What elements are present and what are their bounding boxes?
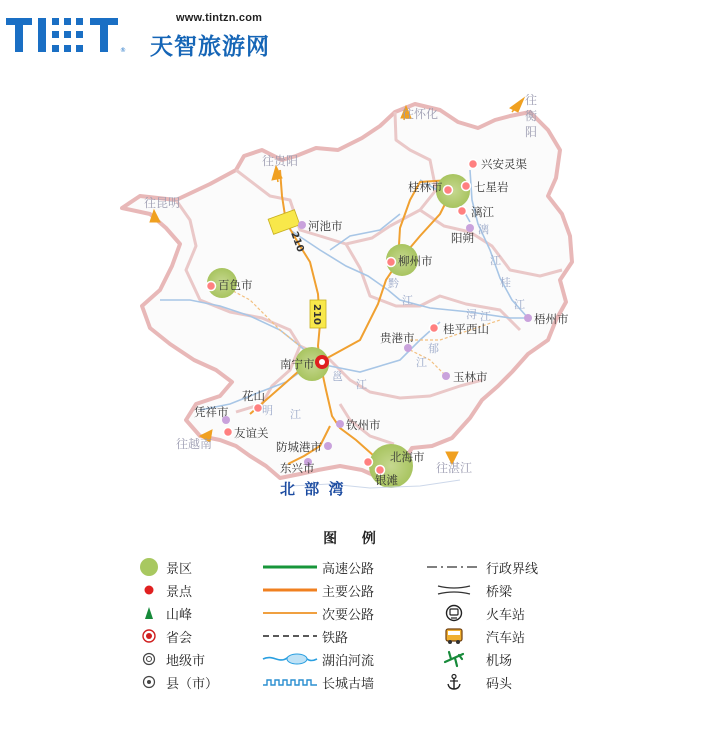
tint-logo-mark-icon [6, 16, 134, 54]
route-label: 往贵阳 [262, 154, 299, 168]
site-url[interactable]: www.tintzn.com [176, 12, 263, 24]
legend-item [260, 672, 374, 692]
secondary-road-line-icon [261, 608, 319, 618]
road-number: 210 [311, 304, 322, 325]
scenic-label: 漓江 [471, 205, 494, 219]
legend-item [134, 603, 192, 623]
scenic-label: 兴安灵渠 [481, 157, 527, 171]
legend-label: 汽车站 [486, 630, 526, 646]
river-label: 邕 [332, 370, 343, 383]
legend-item [424, 649, 512, 669]
site-name: 天智旅游网 [150, 34, 270, 60]
river-label: 江 [480, 310, 491, 323]
scenic-label: 银滩 [375, 473, 398, 487]
guangxi-tourism-map [0, 80, 709, 520]
route-label: 往越南 [176, 437, 213, 451]
legend-item [424, 603, 525, 623]
city-label: 东兴市 [280, 461, 315, 475]
legend-label: 省会 [166, 630, 193, 646]
river-label: 江 [402, 294, 413, 307]
legend-label: 长城古墙 [322, 676, 375, 692]
legend-title: 图 例 [323, 531, 386, 547]
legend-label: 景区 [166, 561, 193, 577]
legend-item [134, 580, 192, 600]
legend-item [260, 603, 374, 623]
legend-item [424, 580, 512, 600]
river-label: 明 [262, 404, 273, 417]
river-label: 黔 [388, 277, 399, 290]
svg-text:往: 往 [525, 93, 538, 107]
river-label: 江 [490, 254, 501, 267]
legend-label: 机场 [486, 653, 513, 669]
river-label: 江 [290, 408, 301, 421]
city-label: 北海市 [390, 450, 425, 464]
legend-item [260, 626, 348, 646]
prefecture-city-icon [141, 651, 157, 667]
city-label: 钦州市 [346, 418, 381, 432]
city-label: 梧州市 [534, 312, 569, 326]
mountain-peak-icon [141, 605, 157, 621]
legend-item [134, 672, 218, 692]
legend-label: 火车站 [486, 607, 526, 623]
scenic-area-icon [138, 556, 160, 578]
route-label: 往昆明 [144, 196, 181, 210]
city-label: 柳州市 [398, 254, 433, 268]
svg-text:阳: 阳 [525, 125, 538, 139]
svg-text:®: ® [120, 47, 126, 54]
legend-label: 县（市） [166, 676, 219, 692]
city-label: 桂林市 [408, 180, 443, 194]
legend-item [260, 649, 374, 669]
river-label: 浔 [466, 308, 477, 321]
great-wall-icon [261, 676, 319, 688]
river-label: 漓 [478, 223, 489, 236]
site-logo[interactable] [6, 10, 306, 62]
legend-label: 码头 [486, 676, 513, 692]
scenic-label: 花山 [242, 389, 265, 403]
river-label: 江 [514, 298, 525, 311]
legend-item [260, 557, 374, 577]
scenic-label: 七星岩 [474, 180, 509, 194]
legend-item [424, 557, 538, 577]
route-label: 往湛江 [436, 461, 473, 475]
city-label: 玉林市 [453, 370, 488, 384]
lake-river-icon [261, 650, 319, 668]
legend-item [134, 626, 192, 646]
river-label: 郁 [428, 342, 439, 355]
legend-label: 湖泊河流 [322, 653, 375, 669]
river-label: 桂 [500, 276, 511, 289]
provincial-capital-icon [315, 355, 329, 369]
legend-label: 主要公路 [322, 584, 375, 600]
city-label: 河池市 [308, 219, 343, 233]
scenic-spot-icon [141, 582, 157, 598]
pier-anchor-icon [445, 673, 463, 691]
bridge-icon [434, 582, 474, 598]
city-label: 南宁市 [280, 357, 315, 371]
city-label: 防城港市 [276, 440, 322, 454]
city-label: 凭祥市 [194, 405, 229, 419]
train-station-icon [445, 604, 463, 622]
legend-label: 行政界线 [486, 561, 539, 577]
legend-label: 地级市 [166, 653, 206, 669]
scenic-label: 阳朔 [451, 231, 474, 245]
legend-label: 景点 [166, 584, 193, 600]
county-icon [141, 674, 157, 690]
legend-item [260, 580, 374, 600]
legend-item [424, 672, 512, 692]
highway-line-icon [261, 562, 319, 572]
airport-icon [443, 650, 465, 668]
river-label: 江 [416, 356, 427, 369]
city-label: 百色市 [218, 278, 253, 292]
legend-label: 高速公路 [322, 561, 375, 577]
svg-text:衡: 衡 [525, 109, 538, 123]
route-label: 往怀化 [402, 107, 439, 121]
route-label-vertical [525, 93, 537, 139]
sea-label: 北 部 湾 [280, 480, 346, 498]
railway-line-icon [261, 631, 319, 641]
bus-station-icon [444, 627, 464, 645]
provincial-capital-icon [141, 628, 157, 644]
main-road-line-icon [261, 585, 319, 595]
legend-label: 桥梁 [486, 584, 513, 600]
river-label: 江 [356, 378, 367, 391]
road-number: 210 [288, 230, 306, 254]
legend-item [134, 649, 205, 669]
legend-label: 山峰 [166, 607, 193, 623]
scenic-label: 友谊关 [234, 426, 269, 440]
city-label: 贵港市 [380, 331, 415, 345]
scenic-label: 桂平西山 [443, 322, 489, 336]
legend-label: 铁路 [322, 630, 349, 646]
legend-item [134, 557, 192, 577]
legend-label: 次要公路 [322, 607, 375, 623]
legend-item [424, 626, 525, 646]
admin-boundary-line-icon [425, 562, 483, 572]
